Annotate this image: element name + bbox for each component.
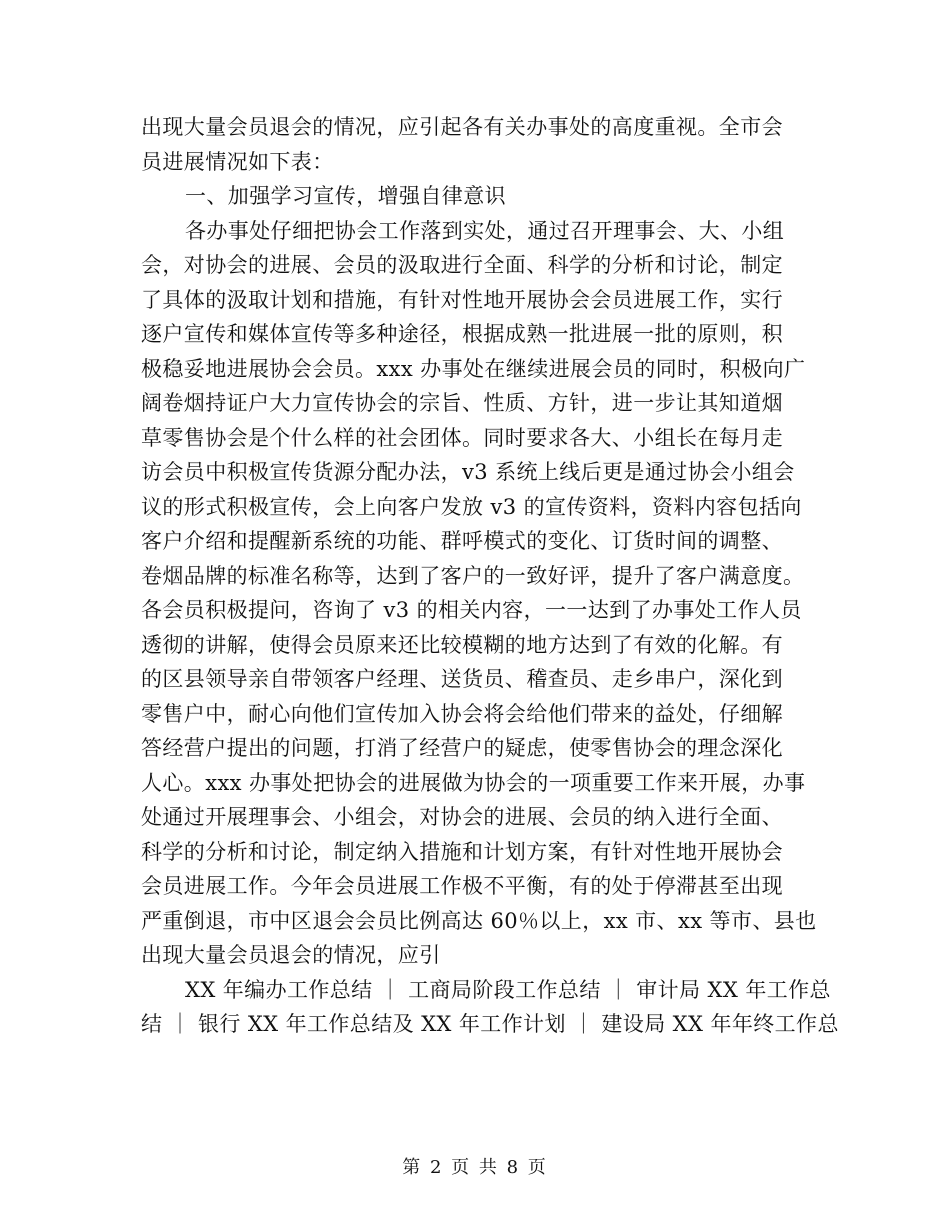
text-line: 严重倒退，市中区退会会员比例高达 60％以上，xx 市、xx 等市、县也 [141, 908, 817, 933]
text-line: 会，对协会的进展、会员的汲取进行全面、科学的分析和讨论，制定 [141, 253, 783, 277]
text-line: 会员进展工作。今年会员进展工作极不平衡，有的处于停滞甚至出现 [141, 874, 783, 898]
text-line: 了具体的汲取计划和措施，有针对性地开展协会会员进展工作，实行 [141, 287, 783, 312]
text-line: 客户介绍和提醒新系统的功能、群呼模式的变化、订货时间的调整、 [141, 529, 783, 553]
text-line: 卷烟品牌的标准名称等，达到了客户的一致好评，提升了客户满意度。 [141, 563, 805, 588]
text-line: 出现大量会员退会的情况，应引 [141, 943, 441, 967]
text-line: 出现大量会员退会的情况，应引起各有关办事处的高度重视。全市会 [141, 115, 783, 139]
text-line: 各办事处仔细把协会工作落到实处，通过召开理事会、大、小组 [185, 218, 785, 243]
text-line: 透彻的讲解，使得会员原来还比较模糊的地方达到了有效的化解。有 [141, 632, 783, 657]
text-line: 人心。xxx 办事处把协会的进展做为协会的一项重要工作来开展，办事 [141, 770, 806, 795]
text-line: 访会员中积极宣传货源分配办法，v3 系统上线后更是通过协会小组会 [141, 460, 795, 484]
text-line: 草零售协会是个什么样的社会团体。同时要求各大、小组长在每月走 [141, 425, 783, 450]
text-line: 阔卷烟持证户大力宣传协会的宗旨、性质、方针，进一步让其知道烟 [141, 391, 783, 415]
text-line: 科学的分析和讨论，制定纳入措施和计划方案，有针对性地开展协会 [141, 839, 783, 864]
document-body [141, 110, 839, 1042]
text-line: 议的形式积极宣传，会上向客户发放 v3 的宣传资料，资料内容包括向 [141, 494, 802, 519]
text-line: 各会员积极提问，咨询了 v3 的相关内容，一一达到了办事处工作人员 [141, 598, 802, 622]
section-heading: 一、加强学习宣传，增强自律意识 [185, 184, 506, 208]
related-links-line: XX 年编办工作总结 ｜ 工商局阶段工作总结 ｜ 审计局 XX 年工作总 [185, 977, 831, 1002]
text-line: 处通过开展理事会、小组会，对协会的进展、会员的纳入进行全面、 [141, 805, 783, 829]
text-line: 零售户中，耐心向他们宣传加入协会将会给他们带来的益处，仔细解 [141, 701, 783, 726]
text-line: 极稳妥地进展协会会员。xxx 办事处在继续进展会员的同时，积极向广 [141, 356, 806, 381]
text-line: 员进展情况如下表： [141, 149, 334, 174]
text-line: 逐户宣传和媒体宣传等多种途径，根据成熟一批进展一批的原则，积 [141, 322, 783, 346]
text-line: 的区县领导亲自带领客户经理、送货员、稽查员、走乡串户，深化到 [141, 667, 783, 691]
page-number: 第 2 页 共 8 页 [402, 1157, 548, 1178]
text-line: 答经营户提出的问题，打消了经营户的疑虑，使零售协会的理念深化 [141, 736, 783, 760]
related-links-line: 结 ｜ 银行 XX 年工作总结及 XX 年工作计划 ｜ 建设局 XX 年年终工作总 [141, 1012, 839, 1036]
